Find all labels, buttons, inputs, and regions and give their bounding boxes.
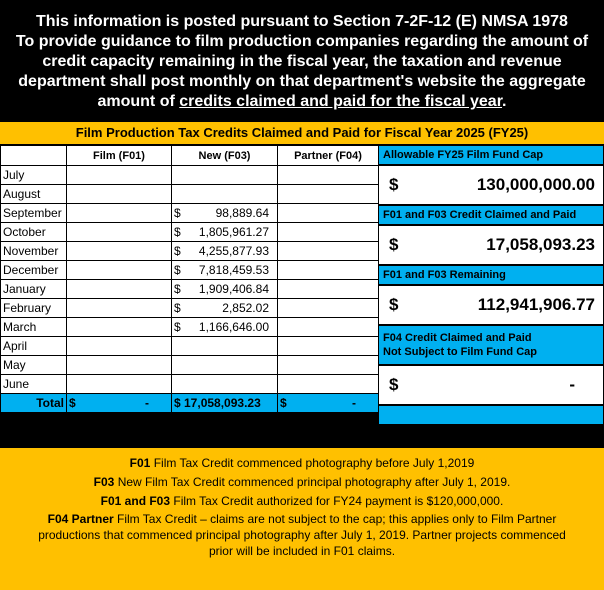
- note-f04: F04 Partner Film Tax Credit – claims are not subject to the cap; this applies only to Film Partner productions that commenced principal photography after July 1, 2019. Partner projects commenced prior will be included in F01 claims.: [38, 512, 566, 558]
- f04-label: F04 Credit Claimed and Paid Not Subject to Film Fund Cap: [378, 325, 604, 365]
- f01-cell: [67, 185, 172, 204]
- f03-cell: [172, 337, 278, 356]
- remaining-label: F01 and F03 Remaining: [378, 265, 604, 285]
- partner-cell: [278, 337, 379, 356]
- month-row: [1, 299, 379, 318]
- month-row: [1, 261, 379, 280]
- notice-line-2: To provide guidance to film production companies regarding the amount of: [15, 33, 589, 50]
- month-name: November: [1, 242, 67, 261]
- notice-line-4: department shall post monthly on that department's website the aggregate: [18, 73, 586, 90]
- f03-cell: [172, 375, 278, 394]
- month-name: October: [1, 223, 67, 242]
- month-row: [1, 280, 379, 299]
- f03-header: New (F03): [172, 146, 278, 166]
- fund-cap-panel: [378, 145, 604, 425]
- total-partner: $ -: [278, 394, 379, 413]
- table-title: Film Production Tax Credits Claimed and Paid for Fiscal Year 2025 (FY25): [0, 121, 604, 145]
- f01-cell: [67, 337, 172, 356]
- month-name: December: [1, 261, 67, 280]
- total-row: [1, 394, 379, 413]
- f01-cell: [67, 204, 172, 223]
- note-f01: F01 Film Tax Credit commenced photography before July 1,2019: [129, 456, 475, 470]
- month-name: May: [1, 356, 67, 375]
- remaining-value-row: $ 112,941,906.77: [378, 285, 604, 325]
- f03-cell: $ 4,255,877.93: [172, 242, 278, 261]
- f01-header: Film (F01): [67, 146, 172, 166]
- month-row: [1, 337, 379, 356]
- remaining-value: 112,941,906.77: [477, 295, 595, 314]
- month-row: [1, 318, 379, 337]
- notice-line-5: amount of credits claimed and paid for the fiscal year.: [97, 93, 507, 110]
- partner-cell: [278, 242, 379, 261]
- claimed-label: F01 and F03 Credit Claimed and Paid: [378, 205, 604, 225]
- f01-cell: [67, 318, 172, 337]
- month-name: September: [1, 204, 67, 223]
- notice-line-3: credit capacity remaining in the fiscal year, the taxation and revenue: [42, 53, 562, 70]
- partner-cell: [278, 356, 379, 375]
- legend-notes: [0, 448, 604, 590]
- cap-value: 130,000,000.00: [476, 175, 595, 194]
- f03-cell: [172, 356, 278, 375]
- partner-cell: [278, 375, 379, 394]
- f01-cell: [67, 356, 172, 375]
- month-row: [1, 204, 379, 223]
- month-row: [1, 223, 379, 242]
- month-name: January: [1, 280, 67, 299]
- cap-label: Allowable FY25 Film Fund Cap: [378, 145, 604, 165]
- f03-cell: $ 2,852.02: [172, 299, 278, 318]
- partner-cell: [278, 223, 379, 242]
- month-row: [1, 185, 379, 204]
- partner-cell: [278, 261, 379, 280]
- month-name: June: [1, 375, 67, 394]
- month-row: [1, 375, 379, 394]
- f03-cell: $ 1,166,646.00: [172, 318, 278, 337]
- f03-cell: $ 7,818,459.53: [172, 261, 278, 280]
- partner-cell: [278, 166, 379, 185]
- month-row: [1, 242, 379, 261]
- claimed-value-row: $ 17,058,093.23: [378, 225, 604, 265]
- partner-cell: [278, 204, 379, 223]
- notice-underlined: credits claimed and paid for the fiscal year: [179, 93, 503, 110]
- partner-header: Partner (F04): [278, 146, 379, 166]
- claimed-value: 17,058,093.23: [486, 235, 595, 254]
- f01-cell: [67, 299, 172, 318]
- total-label: Total: [1, 394, 67, 413]
- table-header-row: [1, 146, 379, 166]
- monthly-credits-table: [0, 145, 379, 413]
- notice-line-1: This information is posted pursuant to Section 7-2F-12 (E) NMSA 1978: [36, 13, 568, 30]
- f04-value: -: [569, 375, 575, 394]
- total-f03: $ 17,058,093.23: [172, 394, 278, 413]
- f03-cell: $ 98,889.64: [172, 204, 278, 223]
- f01-cell: [67, 223, 172, 242]
- month-name: July: [1, 166, 67, 185]
- partner-cell: [278, 318, 379, 337]
- partner-cell: [278, 299, 379, 318]
- month-name: March: [1, 318, 67, 337]
- f03-cell: $ 1,909,406.84: [172, 280, 278, 299]
- f03-cell: [172, 185, 278, 204]
- statute-notice: [0, 0, 604, 120]
- f03-cell: $ 1,805,961.27: [172, 223, 278, 242]
- f01-cell: [67, 242, 172, 261]
- partner-cell: [278, 185, 379, 204]
- panel-footer-band: [378, 405, 604, 425]
- note-f01-f03: F01 and F03 Film Tax Credit authorized for FY24 payment is $120,000,000.: [100, 494, 504, 508]
- month-name: April: [1, 337, 67, 356]
- month-name: August: [1, 185, 67, 204]
- f01-cell: [67, 166, 172, 185]
- month-row: [1, 166, 379, 185]
- note-f03: F03 New Film Tax Credit commenced principal photography after July 1, 2019.: [93, 475, 511, 489]
- f01-cell: [67, 375, 172, 394]
- month-row: [1, 356, 379, 375]
- partner-cell: [278, 280, 379, 299]
- f04-value-row: $ -: [378, 365, 604, 405]
- month-name: February: [1, 299, 67, 318]
- total-f01: $ -: [67, 394, 172, 413]
- f01-cell: [67, 280, 172, 299]
- f01-cell: [67, 261, 172, 280]
- month-header: [1, 146, 67, 166]
- cap-value-row: $ 130,000,000.00: [378, 165, 604, 205]
- f03-cell: [172, 166, 278, 185]
